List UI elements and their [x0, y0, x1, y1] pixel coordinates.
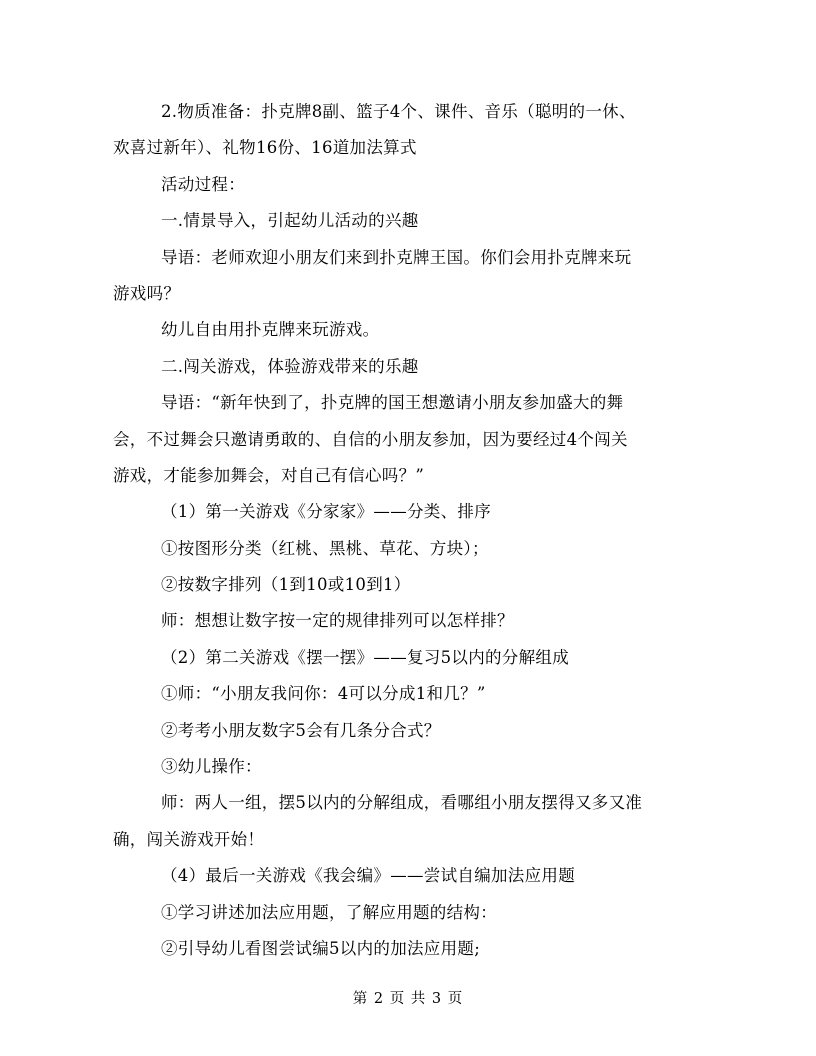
section-heading: 活动过程： [161, 174, 245, 194]
text-line: 幼儿自由用扑克牌来玩游戏。 [161, 320, 380, 340]
text-line: 导语：“新年快到了，扑克牌的国王想邀请小朋友参加盛大的舞 [161, 393, 624, 413]
document-body [113, 94, 713, 967]
section-heading: 一.情景导入，引起幼儿活动的兴趣 [161, 211, 419, 231]
text-line: 师：想想让数字按一定的规律排列可以怎样排？ [161, 611, 514, 631]
text-line: 游戏，才能参加舞会，对自己有信心吗？” [113, 465, 425, 485]
section-heading: 二.闯关游戏，体验游戏带来的乐趣 [161, 356, 419, 376]
list-item: ①按图形分类（红桃、黑桃、草花、方块）； [161, 538, 489, 558]
text-line: 导语：老师欢迎小朋友们来到扑克牌王国。你们会用扑克牌来玩 [161, 247, 632, 267]
text-line: 游戏吗？ [113, 283, 181, 303]
page-footer: 第 2 页 共 3 页 [352, 991, 464, 1007]
text-line: 会，不过舞会只邀请勇敢的、自信的小朋友参加，因为要经过4个闯关 [113, 429, 628, 449]
subsection-heading: （2）第二关游戏《摆一摆》——复习5以内的分解组成 [161, 647, 569, 667]
subsection-heading: （1）第一关游戏《分家家》——分类、排序 [161, 502, 491, 522]
text-line: 2.物质准备：扑克牌8副、篮子4个、课件、音乐（聪明的一休、 [161, 102, 636, 121]
list-item: ①学习讲述加法应用题，了解应用题的结构： [161, 902, 497, 922]
subsection-heading: （4）最后一关游戏《我会编》——尝试自编加法应用题 [161, 866, 575, 886]
list-item: ②按数字排列（1到10或10到1） [161, 575, 411, 595]
text-line: 师：两人一组，摆5以内的分解组成，看哪组小朋友摆得又多又准 [161, 793, 643, 813]
list-item: ②考考小朋友数字5会有几条分合式？ [161, 720, 441, 740]
text-line: 欢喜过新年）、礼物16份、16道加法算式 [113, 138, 417, 158]
list-item: ①师：“小朋友我问你：4可以分成1和几？” [161, 684, 486, 704]
list-item: ②引导幼儿看图尝试编5以内的加法应用题; [161, 938, 481, 958]
list-item: ③幼儿操作： [161, 757, 262, 777]
text-line: 确，闯关游戏开始！ [113, 829, 265, 849]
